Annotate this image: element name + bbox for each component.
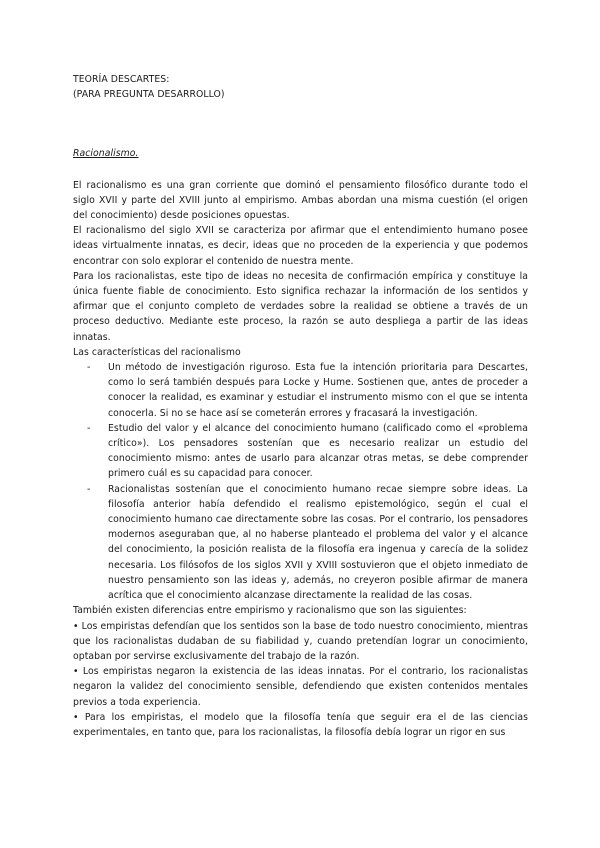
paragraph: El racionalismo es una gran corriente que dominó el pensamiento filosófico durante todo el siglo XVII y parte del XVIII junto al empirismo. Ambas abordan una misma cuestión (el origen del conocimiento) desde posiciones opuestas. bbox=[73, 179, 528, 222]
list-item-text: Estudio del valor y el alcance del conocimiento humano (calificado como el «problema crítico»). Los pensadores sostenían que es necesario realizar un estudio del conocimiento mismo: antes de usarlo para alcanzar otras metas, se debe comprender primero cuál es su capacidad para conocer. bbox=[108, 422, 528, 480]
section-title: Racionalismo. bbox=[73, 148, 139, 160]
list-item bbox=[73, 421, 528, 482]
dash-bullet: - bbox=[87, 362, 91, 374]
list-item-text: Un método de investigación riguroso. Esta fue la intención prioritaria para Descartes, como lo será también después para Locke y Hume. Sostienen que, antes de proceder a conocer la realidad, es examinar y estudiar el instrumento mismo con el que se intenta conocerla. Si no se hace así se cometerán errores y fracasará la investigación. bbox=[108, 362, 528, 419]
differences-intro: También existen diferencias entre empirismo y racionalismo que son las siguientes: bbox=[73, 605, 467, 617]
dash-bullet: - bbox=[87, 422, 91, 434]
bullet-mark: • bbox=[73, 620, 79, 632]
bullet-item bbox=[73, 710, 528, 740]
list-item-text: Racionalistas sostenían que el conocimiento humano recae siempre sobre ideas. La filosofía anterior había defendido el realismo epistemológico, según el cual el conocimiento humano cae directamente sobre las cosas. Por el contrario, los pensadores modernos aseguraban que, al no haberse planteado el problema del valor y el alcance del conocimiento, la posición realista de la filosofía era ingenua y carecía de la solidez necesaria. Los filósofos de los siglos XVII y XVIII sostuvieron que el objeto inmediato de nuestro pensamiento son las ideas y, además, no creyeron posible afirmar de manera acrítica que el conocimiento alcanzase directamente la realidad de las cosas. bbox=[108, 483, 528, 602]
list-item bbox=[73, 360, 528, 421]
paragraph: El racionalismo del siglo XVII se caracteriza por afirmar que el entendimiento humano posee ideas virtualmente innatas, es decir, ideas que no proceden de la experiencia y que podemos encontrar con solo explorar el contenido de nuestra mente. bbox=[73, 225, 528, 267]
bullet-text: Para los empiristas, el modelo que la filosofía tenía que seguir era el de las ciencias experimentales, en tanto que, para los racionalistas, la filosofía debía lograr un rigor en sus bbox=[73, 711, 528, 738]
doc-subtitle: (PARA PREGUNTA DESARROLLO) bbox=[73, 89, 225, 101]
bullet-item bbox=[73, 619, 528, 665]
dash-bullet: - bbox=[87, 483, 91, 495]
bullet-mark: • bbox=[73, 711, 79, 723]
paragraph: Para los racionalistas, este tipo de ideas no necesita de confirmación empírica y constituye la única fuente fiable de conocimiento. Esto significa rechazar la información de los sentidos y afirmar que el conjunto completo de verdades sobre la realidad se obtiene a través de un proceso deductivo. Mediante este proceso, la razón se auto despliega a partir de las ideas innatas. bbox=[73, 270, 528, 343]
characteristics-heading: Las características del racionalismo bbox=[73, 346, 241, 358]
bullet-text: Los empiristas defendían que los sentidos son la base de todo nuestro conocimiento, mientras que los racionalistas dudaban de su fiabilidad y, cuando pretendían lograr un conocimiento, optaban por servirse exclusivamente del trabajo de la razón. bbox=[73, 620, 528, 662]
document-body bbox=[73, 72, 528, 740]
characteristics-list bbox=[73, 360, 528, 603]
bullet-text: Los empiristas negaron la existencia de las ideas innatas. Por el contrario, los racionalistas negaron la validez del conocimiento sensible, defendiendo que existen contenidos mentales previos a toda experiencia. bbox=[73, 666, 529, 708]
list-item bbox=[73, 482, 528, 604]
bullet-item bbox=[73, 664, 528, 710]
bullet-mark: • bbox=[73, 666, 79, 678]
doc-title: TEORÍA DESCARTES: bbox=[73, 74, 170, 85]
